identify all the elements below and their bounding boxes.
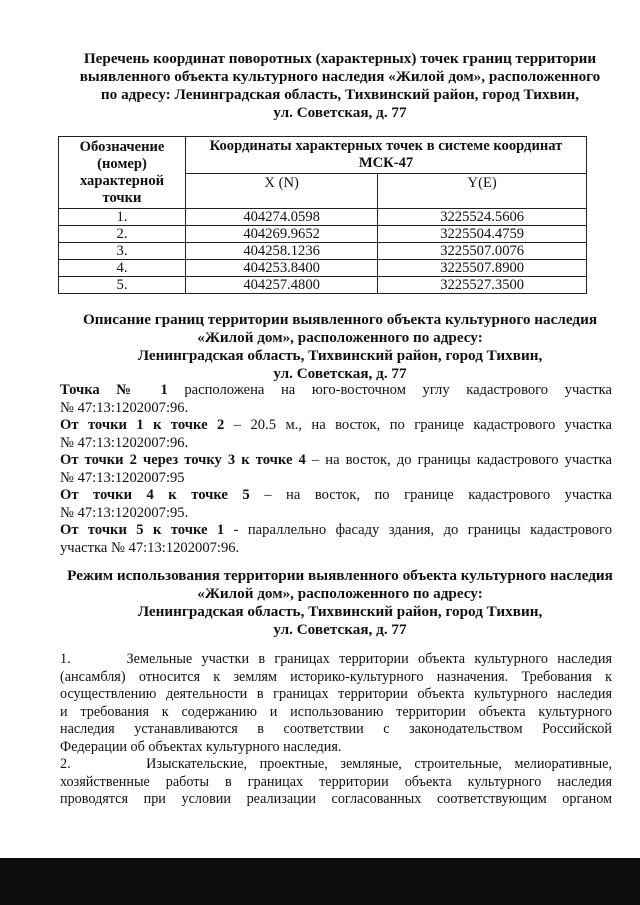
coord-y: 3225527.3500 xyxy=(378,277,587,294)
point-designation-header: Обозначение (номер) характерной точки xyxy=(59,137,186,209)
point-number: 2. xyxy=(59,226,186,243)
boundary-description xyxy=(60,382,612,557)
point-number: 5. xyxy=(59,277,186,294)
boundary-description-title xyxy=(60,311,620,383)
coord-y: 3225507.0076 xyxy=(378,243,587,260)
table-row xyxy=(59,277,587,294)
column-header-y: Y(E) xyxy=(378,174,587,209)
title-line: ул. Советская, д. 77 xyxy=(273,621,407,638)
coord-x: 404253.8400 xyxy=(186,260,378,277)
title-line: по адресу: Ленинградская область, Тихвинский район, город Тихвин, xyxy=(100,86,580,103)
coordinates-table xyxy=(58,136,587,294)
coord-x: 404258.1236 xyxy=(186,243,378,260)
coord-x: 404274.0598 xyxy=(186,209,378,226)
coord-y: 3225507.8900 xyxy=(378,260,587,277)
title-line: выявленного объекта культурного наследия «Жилой дом», расположенного xyxy=(79,68,601,85)
usage-regime-text xyxy=(60,651,612,809)
scan-border xyxy=(0,858,640,905)
coord-x: 404269.9652 xyxy=(186,226,378,243)
description-item: От точки 5 к точке 1 - параллельно фасаду здания, до границы кадастрового участка № 47:13:1202007:96. xyxy=(60,522,612,556)
coordinates-list-title xyxy=(60,50,620,122)
point-number: 1. xyxy=(59,209,186,226)
point-number: 3. xyxy=(59,243,186,260)
title-line: ул. Советская, д. 77 xyxy=(273,104,407,121)
table-row xyxy=(59,209,587,226)
title-line: Описание границ территории выявленного объекта культурного наследия xyxy=(82,311,598,328)
column-header-x: X (N) xyxy=(186,174,378,209)
description-item: От точки 2 через точку 3 к точке 4 – на восток, до границы кадастрового участка № 47:13:1202007:95 xyxy=(60,452,612,486)
coordinates-system-header: Координаты характерных точек в системе координат МСК-47 xyxy=(186,137,587,174)
title-line: «Жилой дом», расположенного по адресу: xyxy=(197,329,483,346)
table-row xyxy=(59,226,587,243)
table-row xyxy=(59,243,587,260)
title-line: Ленинградская область, Тихвинский район, город Тихвин, xyxy=(137,603,543,620)
description-item: От точки 1 к точке 2 – 20.5 м., на восток, по границе кадастрового участка № 47:13:1202007:96. xyxy=(60,417,612,451)
title-line: Ленинградская область, Тихвинский район, город Тихвин, xyxy=(137,347,543,364)
title-line: Режим использования территории выявленного объекта культурного наследия xyxy=(67,567,613,584)
table-row xyxy=(59,260,587,277)
coord-y: 3225524.5606 xyxy=(378,209,587,226)
regime-paragraph-2: 2. Изыскательские, проектные, земляные, строительные, мелиоративные, хозяйственные работы в границах территории объекта культурного наследия проводятся при условии реализации согласованных соответствующим органом xyxy=(60,756,612,807)
point-number: 4. xyxy=(59,260,186,277)
coord-x: 404257.4800 xyxy=(186,277,378,294)
usage-regime-title xyxy=(60,567,620,639)
regime-paragraph-1: 1. Земельные участки в границах территории объекта культурного наследия (ансамбля) относится к землям историко-культурного назначения. Требования к осуществлению деятельности в границах территории объекта культурного наследия и требования к содержанию и использованию территории объекта культурного наследия устанавливаются в соответствии с законодательством Российской Федерации об объектах культурного наследия. xyxy=(60,651,612,755)
title-line: ул. Советская, д. 77 xyxy=(273,365,407,382)
title-line: «Жилой дом», расположенного по адресу: xyxy=(197,585,483,602)
description-item: Точка № 1 расположена на юго-восточном углу кадастрового участка № 47:13:1202007:96. xyxy=(60,382,612,416)
coord-y: 3225504.4759 xyxy=(378,226,587,243)
title-line: Перечень координат поворотных (характерных) точек границ территории xyxy=(83,50,597,67)
description-item: От точки 4 к точке 5 – на восток, по границе кадастрового участка № 47:13:1202007:95. xyxy=(60,487,612,521)
